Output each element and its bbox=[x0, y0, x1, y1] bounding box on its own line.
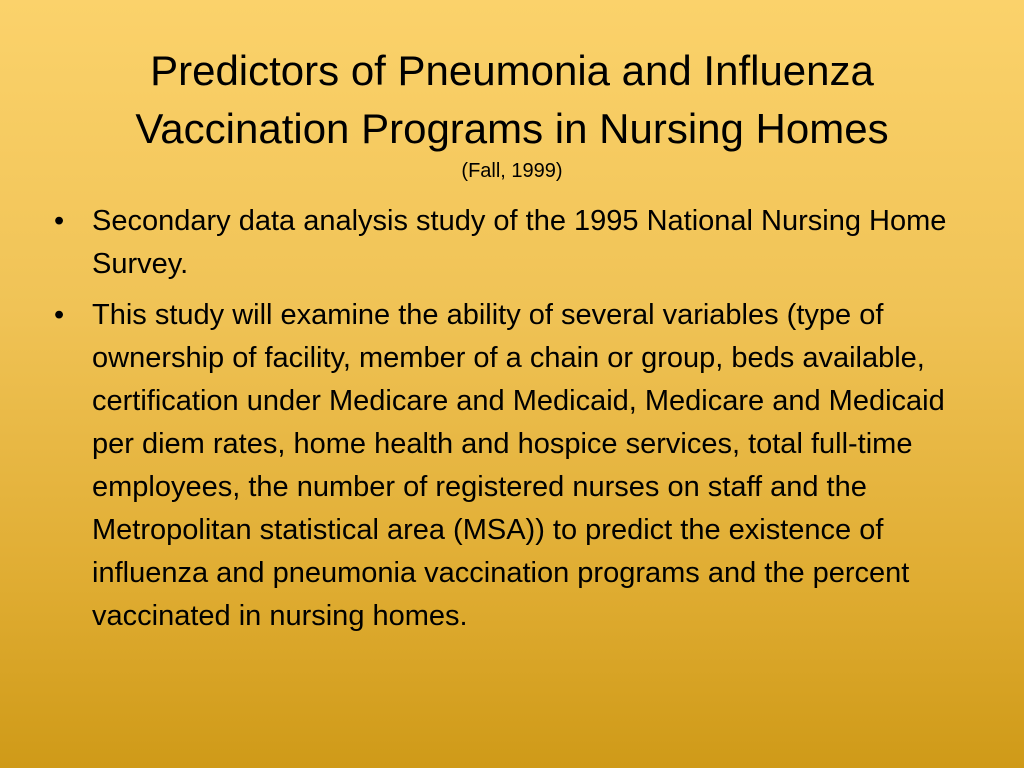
bullet-icon: • bbox=[54, 205, 65, 237]
bullet-list bbox=[54, 200, 974, 646]
bullet-item-2 bbox=[54, 294, 974, 638]
slide-title-line-2: Vaccination Programs in Nursing Homes bbox=[135, 105, 889, 152]
slide-title-block bbox=[60, 42, 964, 184]
bullet-item-1 bbox=[54, 200, 974, 286]
slide-title-line-1: Predictors of Pneumonia and Influenza bbox=[150, 47, 874, 94]
bullet-icon: • bbox=[54, 299, 65, 331]
bullet-text-2: This study will examine the ability of several variables (type of ownership of facility, member of a chain or group, beds available, certification under Medicare and Medicaid, Medicare and Medicaid per diem rates, home health and hospice services, total full-time employees, the number of registered nurses on staff and the Metropolitan statistical area (MSA)) to predict the existence of influenza and pneumonia vaccination programs and the percent vaccinated in nursing homes. bbox=[92, 299, 945, 632]
slide-subtitle: (Fall, 1999) bbox=[461, 160, 563, 182]
bullet-text-1: Secondary data analysis study of the 1995 National Nursing Home Survey. bbox=[92, 205, 947, 280]
slide-title bbox=[60, 42, 964, 158]
